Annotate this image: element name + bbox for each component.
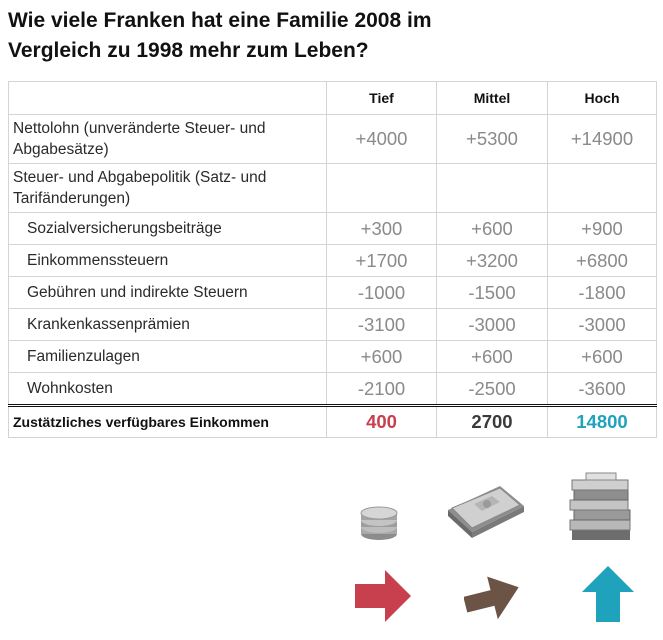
total-high: 14800 bbox=[548, 406, 657, 438]
total-mid: 2700 bbox=[437, 406, 548, 438]
value-mid: +600 bbox=[437, 341, 548, 373]
value-low: +1700 bbox=[327, 245, 437, 277]
value-high: +600 bbox=[548, 341, 657, 373]
row-label: Krankenkassenprämien bbox=[9, 309, 327, 341]
header-high: Hoch bbox=[548, 82, 657, 115]
header-low: Tief bbox=[327, 82, 437, 115]
illustration-area bbox=[0, 470, 663, 640]
table-row bbox=[9, 164, 657, 213]
value-high bbox=[548, 164, 657, 213]
value-mid: +3200 bbox=[437, 245, 548, 277]
table-row bbox=[9, 213, 657, 245]
total-low: 400 bbox=[327, 406, 437, 438]
table-row bbox=[9, 309, 657, 341]
value-low: +600 bbox=[327, 341, 437, 373]
row-label: Nettolohn (unveränderte Steuer- und Abgabesätze) bbox=[9, 115, 327, 164]
value-high: +6800 bbox=[548, 245, 657, 277]
title-line-2: Vergleich zu 1998 mehr zum Leben? bbox=[8, 39, 369, 62]
total-label: Zustätzliches verfügbares Einkommen bbox=[9, 406, 327, 438]
value-low: +4000 bbox=[327, 115, 437, 164]
value-high: +900 bbox=[548, 213, 657, 245]
table-header-row bbox=[9, 82, 657, 115]
table-row bbox=[9, 115, 657, 164]
value-high: -1800 bbox=[548, 277, 657, 309]
money-pile-icon bbox=[566, 470, 638, 548]
value-high: -3600 bbox=[548, 373, 657, 406]
banknote-bundle-icon bbox=[444, 480, 528, 542]
table-row bbox=[9, 277, 657, 309]
value-low bbox=[327, 164, 437, 213]
header-mid: Mittel bbox=[437, 82, 548, 115]
value-mid: -2500 bbox=[437, 373, 548, 406]
value-low: +300 bbox=[327, 213, 437, 245]
income-table bbox=[8, 81, 657, 438]
header-empty bbox=[9, 82, 327, 115]
value-mid: -1500 bbox=[437, 277, 548, 309]
value-mid: +600 bbox=[437, 213, 548, 245]
row-label: Einkommenssteuern bbox=[9, 245, 327, 277]
value-mid: +5300 bbox=[437, 115, 548, 164]
arrow-up-right-icon bbox=[464, 570, 520, 622]
value-mid: -3000 bbox=[437, 309, 548, 341]
arrow-up-icon bbox=[582, 566, 634, 622]
value-mid bbox=[437, 164, 548, 213]
page-title bbox=[8, 6, 648, 66]
total-row bbox=[9, 406, 657, 438]
value-high: +14900 bbox=[548, 115, 657, 164]
value-low: -2100 bbox=[327, 373, 437, 406]
arrow-right-icon bbox=[355, 570, 411, 622]
value-low: -1000 bbox=[327, 277, 437, 309]
value-low: -3100 bbox=[327, 309, 437, 341]
title-line-1: Wie viele Franken hat eine Familie 2008 im bbox=[8, 9, 432, 32]
value-high: -3000 bbox=[548, 309, 657, 341]
row-label: Gebühren und indirekte Steuern bbox=[9, 277, 327, 309]
row-label: Steuer- und Abgabepolitik (Satz- und Tarifänderungen) bbox=[9, 164, 327, 213]
row-label: Sozialversicherungsbeiträge bbox=[9, 213, 327, 245]
coin-stack-icon bbox=[355, 500, 403, 542]
table-row bbox=[9, 341, 657, 373]
table-row bbox=[9, 245, 657, 277]
row-label: Wohnkosten bbox=[9, 373, 327, 406]
row-label: Familienzulagen bbox=[9, 341, 327, 373]
table-row bbox=[9, 373, 657, 406]
